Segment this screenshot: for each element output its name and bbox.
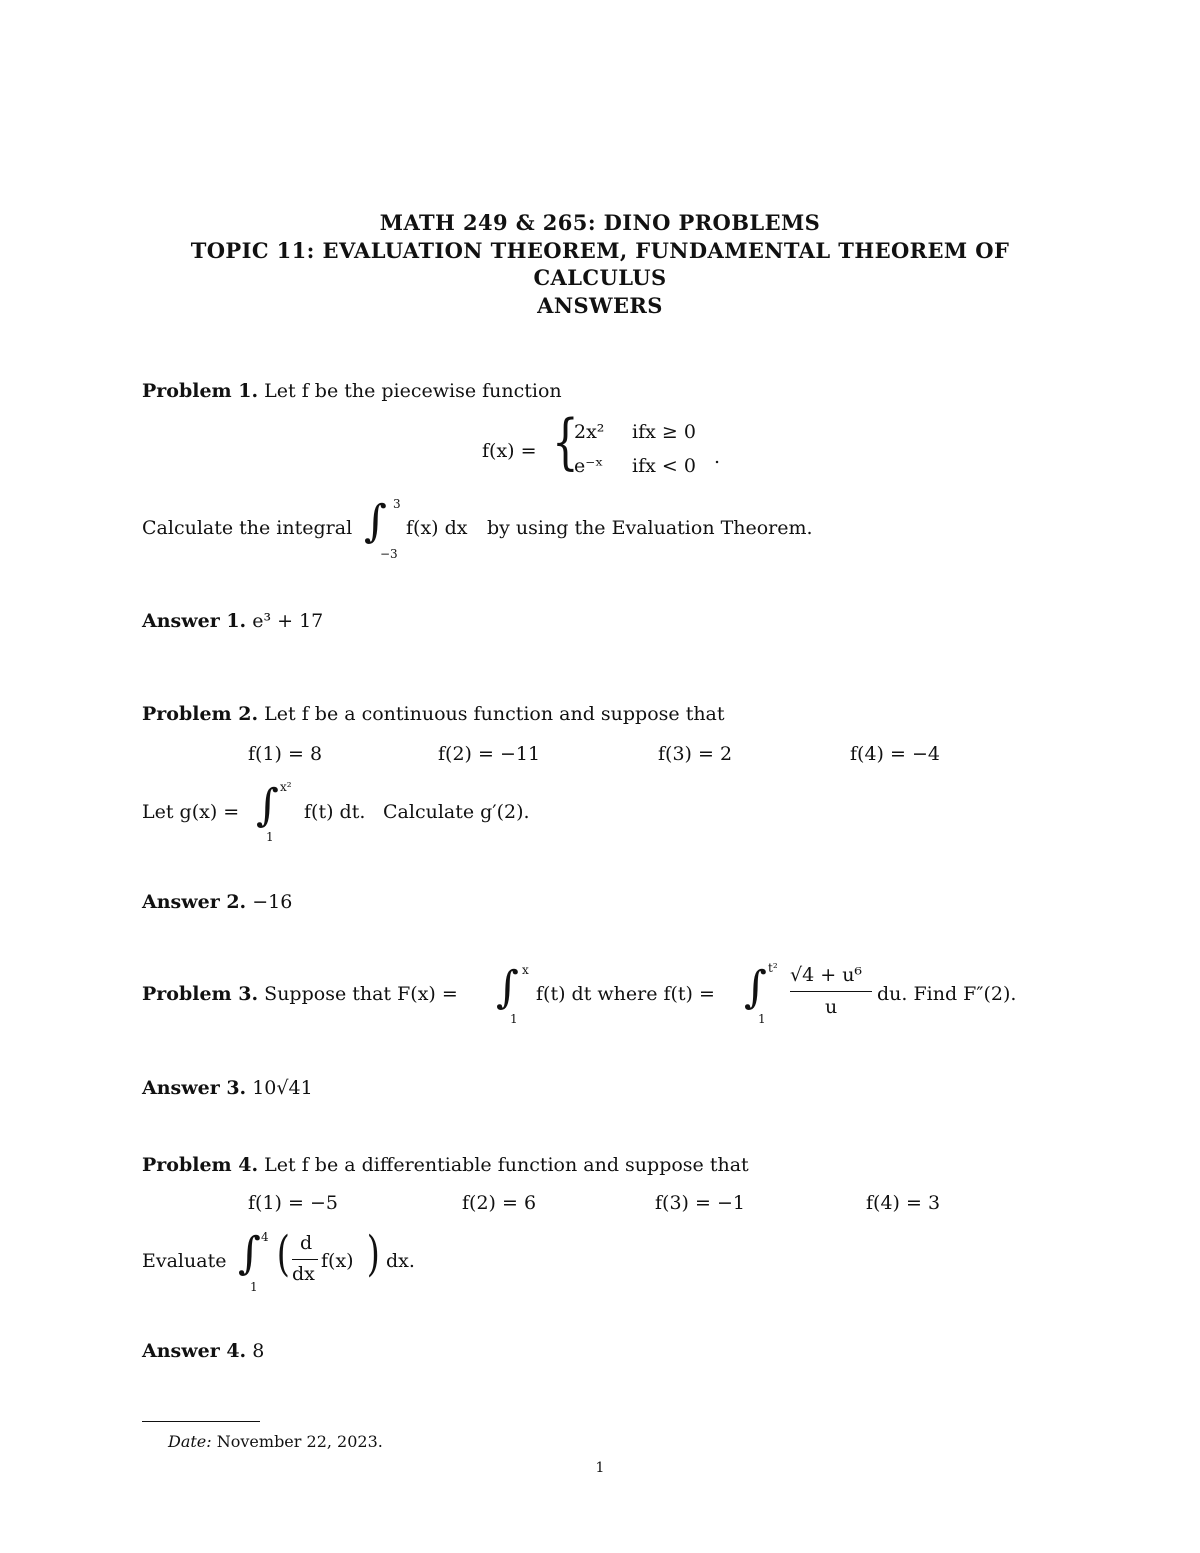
deriv-denominator: dx (292, 1263, 315, 1285)
p2-value-3: f(3) = 2 (658, 743, 733, 765)
integral-sign-1: ∫ (364, 496, 387, 547)
integrand-3a: f(t) dt where f(t) = (536, 983, 715, 1005)
p4-value-3: f(3) = −1 (655, 1192, 745, 1214)
problem-1-statement (142, 380, 562, 402)
problem-3-label: Problem 3. (142, 983, 259, 1005)
evaluate-tail: dx. (386, 1250, 415, 1272)
answer-1 (142, 610, 323, 632)
answer-2-value: −16 (252, 891, 293, 913)
problem-3-prefix: Suppose that F(x) = (264, 983, 458, 1005)
answer-4 (142, 1340, 264, 1362)
piecewise-brace: { (552, 407, 579, 477)
piecewise-lhs: f(x) = (482, 440, 537, 462)
p4-value-1: f(1) = −5 (248, 1192, 338, 1214)
p2-value-4: f(4) = −4 (850, 743, 940, 765)
integral-sign-3a: ∫ (496, 962, 519, 1013)
integral-3b-lower: 1 (758, 1012, 766, 1026)
answer-1-label: Answer 1. (142, 610, 247, 632)
footnote-label: Date: (168, 1432, 212, 1451)
problem-2-statement (142, 703, 725, 725)
evaluate-prefix: Evaluate (142, 1250, 227, 1272)
footnote-rule (142, 1421, 260, 1422)
fraction-denominator: u (825, 996, 838, 1018)
answer-4-value: 8 (252, 1340, 265, 1362)
problem-2-label: Problem 2. (142, 703, 259, 725)
answer-3-label: Answer 3. (142, 1077, 247, 1099)
p2-value-2: f(2) = −11 (438, 743, 541, 765)
integral-4-lower: 1 (250, 1280, 258, 1294)
integral-2-lower: 1 (266, 830, 274, 844)
fraction-numerator: √4 + u⁶ (790, 964, 863, 986)
integral-sign-2: ∫ (256, 780, 279, 831)
problem-1-label: Problem 1. (142, 380, 259, 402)
problem-3-statement (142, 983, 458, 1005)
answer-4-label: Answer 4. (142, 1340, 247, 1362)
page-number: 1 (595, 1460, 605, 1476)
p4-value-4: f(4) = 3 (866, 1192, 941, 1214)
integral-3a-lower: 1 (510, 1012, 518, 1026)
title-line-3: CALCULUS (533, 265, 667, 290)
integral-sign-3b: ∫ (744, 962, 767, 1013)
deriv-fraction-bar (292, 1259, 318, 1260)
integral-sign-4: ∫ (238, 1228, 261, 1279)
integral-3b-upper: t² (768, 961, 778, 975)
problem-2-intro: Let f be a continuous function and suppose that (264, 703, 725, 725)
problem-4-label: Problem 4. (142, 1154, 259, 1176)
integral-1-lower: −3 (380, 547, 398, 561)
answer-3-value: 10√41 (252, 1077, 313, 1099)
deriv-inner: f(x) (321, 1250, 354, 1272)
integral-2-upper: x² (280, 780, 292, 794)
fraction-bar (790, 991, 872, 992)
let-g-prefix: Let g(x) = (142, 801, 240, 823)
p2-value-1: f(1) = 8 (248, 743, 323, 765)
answer-3 (142, 1077, 313, 1099)
p2-question: Calculate g′(2). (383, 801, 530, 823)
deriv-numerator: d (300, 1232, 313, 1254)
integral-4-upper: 4 (261, 1230, 269, 1244)
integrand-1: f(x) dx (406, 517, 468, 539)
calc-suffix: by using the Evaluation Theorem. (487, 517, 813, 539)
integral-1-upper: 3 (393, 497, 401, 511)
case-1-cond: ifx ≥ 0 (632, 421, 696, 443)
left-paren: ( (276, 1226, 290, 1282)
problem-4-statement (142, 1154, 749, 1176)
p4-value-2: f(2) = 6 (462, 1192, 537, 1214)
case-1-expr: 2x² (574, 421, 605, 443)
answer-2 (142, 891, 292, 913)
calc-prefix: Calculate the integral (142, 517, 353, 539)
footnote-date: November 22, 2023. (216, 1432, 383, 1451)
title-line-2: TOPIC 11: EVALUATION THEOREM, FUNDAMENTAL THEOREM OF (190, 238, 1010, 263)
answer-2-label: Answer 2. (142, 891, 247, 913)
integrand-2: f(t) dt. (304, 801, 366, 823)
integral-3a-upper: x (522, 963, 529, 977)
title-line-1: MATH 249 & 265: DINO PROBLEMS (379, 210, 821, 235)
right-paren: ) (366, 1226, 380, 1282)
problem-4-intro: Let f be a differentiable function and suppose that (264, 1154, 749, 1176)
answer-1-value: e³ + 17 (252, 610, 324, 632)
problem-3-suffix: du. Find F″(2). (877, 983, 1017, 1005)
title-line-4: ANSWERS (537, 293, 663, 318)
piecewise-period: . (714, 446, 721, 468)
footnote (168, 1432, 383, 1451)
problem-1-intro: Let f be the piecewise function (264, 380, 562, 402)
case-2-cond: ifx < 0 (632, 455, 696, 477)
case-2-expr: e⁻ˣ (574, 455, 604, 477)
